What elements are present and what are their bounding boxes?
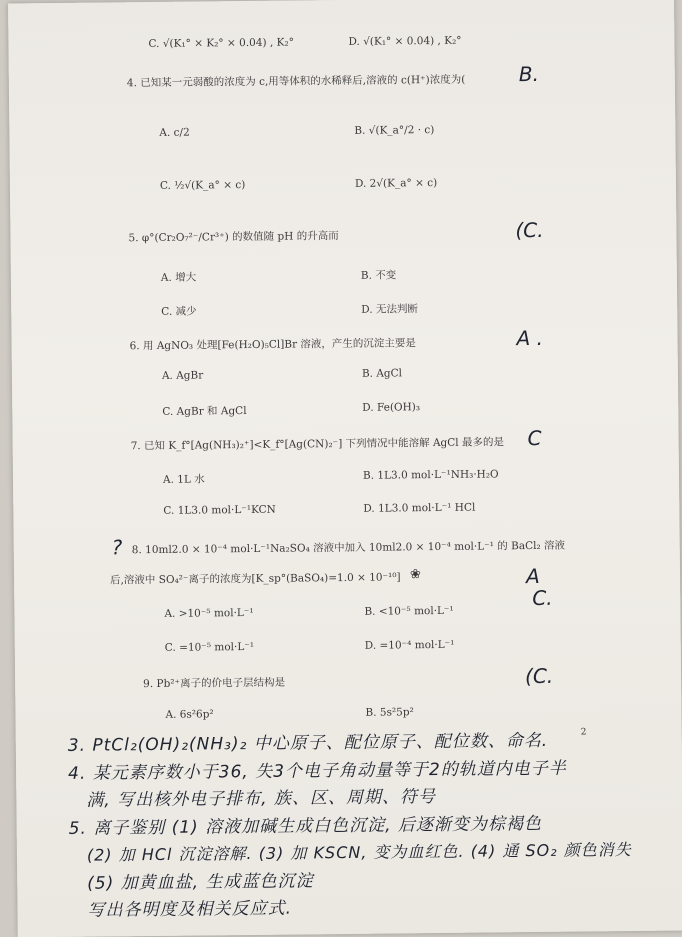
question-8-stem: 8. 10ml2.0 × 10⁻⁴ mol·L⁻¹Na₂SO₄ 溶液中加入 10ml2.0 × 10⁻⁴ mol·L⁻¹ 的 BaCl₂ 溶液	[131, 539, 566, 557]
handwritten-line-3: 满, 写出核外电子排布, 族、区、周期、符号	[86, 787, 437, 811]
question-6-stem: 6. 用 AgNO₃ 处理[Fe(H₂O)₅Cl]Br 溶液，产生的沉淀主要是	[129, 337, 416, 353]
question-4-stem: 4. 已知某一元弱酸的浓度为 c,用等体积的水稀释后,溶液的 c(H⁺)浓度为(	[126, 73, 466, 90]
handwritten-line-6: (5) 加黄血盐, 生成蓝色沉淀	[87, 871, 314, 894]
question-6-option-c: C. AgBr 和 AgCl	[162, 405, 247, 418]
question-8-answer-second: C.	[532, 585, 553, 611]
question-7-option-a: A. 1L 水	[162, 473, 205, 486]
question-9-answer: (C.	[524, 663, 554, 689]
question-8-option-d: D. =10⁻⁴ mol·L⁻¹	[364, 638, 455, 652]
question-9-option-a: A. 6s²6p²	[165, 708, 214, 721]
question-5-option-a: A. 增大	[160, 271, 197, 284]
question-4-option-d: D. 2√(K_a° × c)	[354, 177, 438, 190]
question-7-stem: 7. 已知 K_f°[Ag(NH₃)₂⁺]<K_f°[Ag(CN)₂⁻] 下列情况中能溶解 AgCl 最多的是	[130, 436, 505, 453]
question-8-question-mark: ?	[111, 535, 123, 560]
exam-sheet	[8, 0, 682, 937]
margin-note: 2	[580, 727, 587, 738]
handwritten-line-5: (2) 加 HCl 沉淀溶解. (3) 加 KSCN, 变为血红色. (4) 通 SO₂ 颜色消失	[86, 840, 632, 865]
question-5-option-c: C. 减少	[161, 305, 197, 318]
question-8-option-b: B. <10⁻⁵ mol·L⁻¹	[364, 604, 454, 618]
question-5-stem: 5. φ°(Cr₂O₇²⁻/Cr³⁺) 的数值随 pH 的升高而	[128, 230, 339, 245]
question-6-option-a: A. AgBr	[161, 369, 204, 382]
question-9-stem: 9. Pb²⁺离子的价电子层结构是	[143, 676, 286, 691]
question-7-option-c: C. 1L3.0 mol·L⁻¹KCN	[163, 503, 276, 517]
question-6-answer: A .	[516, 325, 544, 351]
question-4-option-c: C. ½√(K_a° × c)	[159, 179, 246, 192]
handwritten-line-7: 写出各明度及相关反应式.	[87, 898, 293, 921]
question-5-answer: (C.	[515, 217, 544, 243]
option-d-top: D. √(K₁° × 0.04) , K₂°	[348, 34, 462, 48]
question-7-answer: C	[527, 425, 542, 451]
question-8-answer: A	[525, 563, 540, 589]
question-8-option-c: C. =10⁻⁵ mol·L⁻¹	[164, 640, 255, 654]
question-6-option-b: B. AgCl	[361, 367, 403, 380]
handwritten-line-2: 4. 某元素序数小于36, 失3个电子角动量等于2的轨道内电子半	[67, 758, 567, 784]
star-mark-icon: ❀	[409, 567, 422, 583]
question-6-option-d: D. Fe(OH)₃	[362, 401, 421, 414]
question-7-option-b: B. 1L3.0 mol·L⁻¹NH₃·H₂O	[362, 468, 499, 482]
question-8-stem-continued: 后,溶液中 SO₄²⁻离子的浓度为[K_sp°(BaSO₄)=1.0 × 10⁻¹⁰]	[110, 571, 401, 587]
question-4-answer: B.	[518, 61, 539, 87]
question-5-option-b: B. 不变	[360, 269, 397, 282]
question-7-option-d: D. 1L3.0 mol·L⁻¹ HCl	[363, 501, 476, 515]
question-8-option-a: A. >10⁻⁵ mol·L⁻¹	[164, 606, 254, 620]
handwritten-line-1: 3. PtCl₂(OH)₂(NH₃)₂ 中心原子、配位原子、配位数、命名.	[67, 730, 549, 756]
option-c-top: C. √(K₁° × K₂° × 0.04) , K₂°	[148, 36, 294, 51]
question-9-option-b: B. 5s²5p²	[365, 706, 414, 719]
question-4-option-b: B. √(K_a°/2 · c)	[354, 124, 435, 137]
question-4-option-a: A. c/2	[159, 126, 190, 139]
handwritten-line-4: 5. 离子鉴别 (1) 溶液加碱生成白色沉淀, 后逐渐变为棕褐色	[68, 813, 543, 839]
question-5-option-d: D. 无法判断	[361, 303, 419, 316]
